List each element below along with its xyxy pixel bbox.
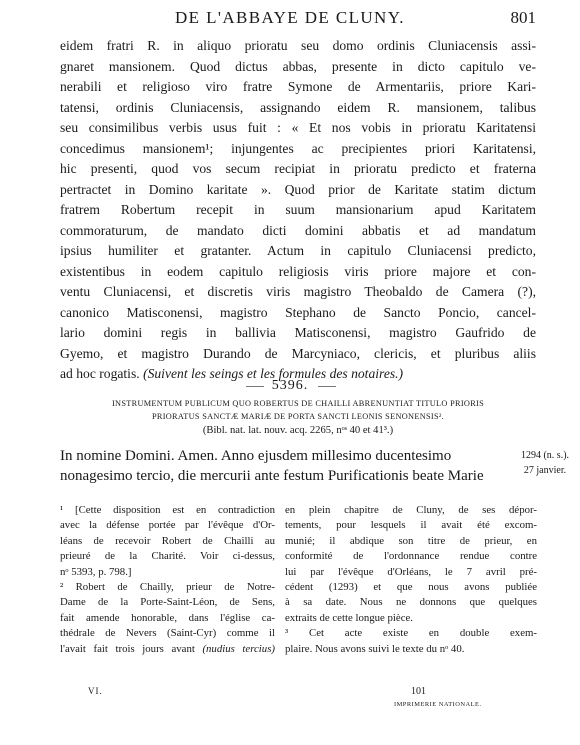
footnote-line: cédent (1293) et que nous avons publiée xyxy=(285,581,537,594)
footnote-line-with-italic xyxy=(60,642,275,657)
footnote-line: tements, pour lesquels il avait été excom- xyxy=(285,519,537,532)
charter-number: 5396. xyxy=(271,378,309,393)
closing-italic: (Suivent les seings et les formules des notaires.) xyxy=(143,366,404,381)
footnotes-right-column xyxy=(285,503,537,657)
footnote-line: thédrale de Nevers (Saint-Cyr) comme il xyxy=(60,627,275,640)
running-title: DE L'ABBAYE DE CLUNY. xyxy=(175,8,405,27)
footnote-line: conformité de l'ordonnance rendue contre xyxy=(285,550,537,563)
body-line: tatensi, ordinis Cluniacensis, assignando eidem R. mansionem, talibus xyxy=(60,99,536,115)
body-line: gnaret mansionem. Quod dictus abbas, presente in dicto capitulo ve- xyxy=(60,58,536,74)
charter-text-line: In nomine Domini. Amen. Anno ejusdem millesimo ducentesimo xyxy=(60,448,452,464)
body-text xyxy=(60,36,536,385)
footnote-line: nᵒ 5393, p. 798.] xyxy=(60,565,132,578)
body-line: ipsius humiliter et gratanter. Actum in capitulo Cluniacensi predicto, xyxy=(60,243,536,258)
charter-text-line: nonagesimo tercio, die mercurii ante festum Purificationis beate Marie xyxy=(60,468,484,484)
footnote-line: munié; il abdique son titre de prieur, en xyxy=(285,534,537,547)
footnote-line: ² Robert de Chailly, prieur de Notre- xyxy=(60,581,275,594)
sheet-signature: 101 xyxy=(411,686,426,697)
body-line-text: ad hoc rogatis. xyxy=(60,366,140,381)
charter-text xyxy=(60,446,536,486)
body-line: lario domini regis in ballivia Matisconensi, magistro Gaufrido de xyxy=(60,325,536,340)
margin-date-year: 1294 (n. s.). xyxy=(520,450,570,461)
footnote-line: lui par l'évêque d'Orléans, le 7 avril pré- xyxy=(285,565,537,578)
footnote-line: plaire. Nous avons suivi le texte du nᵒ 40. xyxy=(285,642,465,655)
page-header xyxy=(60,8,536,30)
footnote-line: Dame de la Porte-Saint-Léon, de Sens, xyxy=(60,596,275,609)
body-line: ventu Cluniacensi, et discretis viris magistro Theobaldo de Camera (?), xyxy=(60,284,536,299)
margin-date xyxy=(513,448,577,478)
body-line: fratrem Robertum recepit in suum mansionarium apud Karitatem xyxy=(60,202,536,217)
footnotes-left-column xyxy=(60,503,275,657)
footnote-italic: (nudius tercius) xyxy=(202,642,275,655)
footnote-line: en plein chapitre de Cluny, de ses dépor- xyxy=(285,504,537,516)
printer-signature: IMPRIMERIE NATIONALE. xyxy=(394,701,482,708)
footnote-text: l'avait fait trois jours avant xyxy=(60,642,195,655)
volume-signature: VI. xyxy=(88,686,103,696)
body-line: canonico Matisconensi, magistro Stephano de Sancto Poncio, cancel- xyxy=(60,304,536,320)
footnote-line: avec la défense portée par l'évêque d'Or- xyxy=(60,519,275,532)
charter-heading-line: PRIORATUS SANCTÆ MARIÆ DE PORTA SANCTI LEONIS SENONENSIS². xyxy=(151,412,445,421)
body-line: seu consimilibus verbis usus fuit : « Et nos vobis in prioratu Karitatensi xyxy=(60,120,536,135)
body-line: pertractet in Domino karitate ». Quod prior de Karitate statim dictum xyxy=(60,181,536,197)
body-line: existentibus in eodem capitulo religiosis viris priore majore et con- xyxy=(60,263,536,279)
number-rule-right xyxy=(318,386,336,387)
footnote-line: léans de recevoir Robert de Chailli au xyxy=(60,534,275,547)
footnote-line: fait amende honorable, dans l'église ca- xyxy=(60,611,275,624)
body-line: commoraturum, de mandato dicti domini abbatis et ad mandatum xyxy=(60,222,536,238)
margin-date-day: 27 janvier. xyxy=(523,465,567,476)
body-line: eidem fratri R. in aliquo prioratu seu domo ordinis Cluniacensis assi- xyxy=(60,38,536,53)
footnote-line: à sa date. Nous ne donnons que quelques xyxy=(285,596,537,609)
footnote-line: ¹ [Cette disposition est en contradiction xyxy=(60,504,275,516)
body-line: hic presenti, quod vos secum recipiat in prioratu predicto et fraterna xyxy=(60,161,536,176)
charter-heading-line: INSTRUMENTUM PUBLICUM QUO ROBERTUS DE CHAILLI ABRENUNTIAT TITULO PRIORIS xyxy=(111,399,485,408)
body-line: nerabili et religioso viro fratre Symone de Armentariis, priore Kari- xyxy=(60,79,536,94)
body-line: Gyemo, et magistro Durando de Marcyniaco, clericis, et pluribus aliis xyxy=(60,345,536,361)
charter-heading xyxy=(60,397,536,423)
body-line: concedimus mansionem¹; injungentes ac precipientes priori Karitatensi, xyxy=(60,140,536,156)
footnote-line: prieuré de la Charité. Voir ci-dessus, xyxy=(60,550,275,563)
footnote-line: ³ Cet acte existe en double exem- xyxy=(285,627,537,640)
charter-source: (Bibl. nat. lat. nouv. acq. 2265, nᵒˢ 40 et 41³.) xyxy=(202,425,394,436)
page-number: 801 xyxy=(510,8,536,27)
footnote-line: extraits de cette longue pièce. xyxy=(285,611,414,624)
